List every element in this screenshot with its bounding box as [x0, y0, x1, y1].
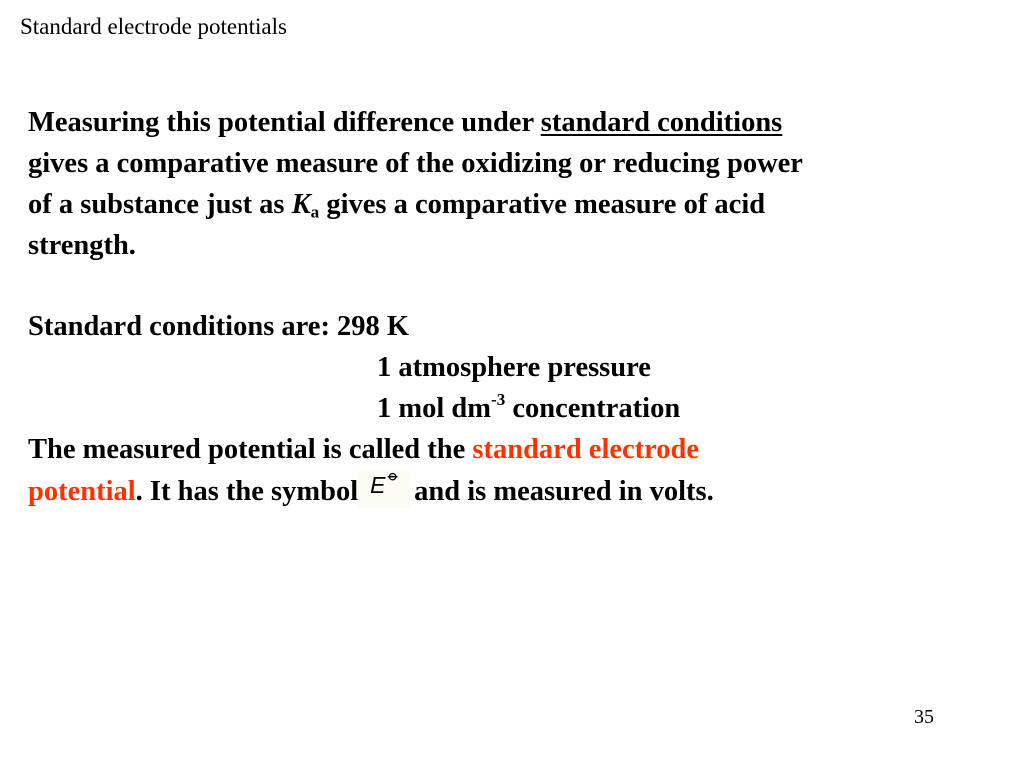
concentration-superscript: -3 [491, 390, 506, 410]
concentration-post: concentration [505, 393, 681, 424]
conditions-concentration-line [28, 388, 714, 429]
concentration-pre: 1 mol dm [377, 393, 491, 424]
page-number: 35 [914, 706, 934, 728]
para1-line-4: strength. [28, 230, 136, 261]
potential-highlight: potential [28, 476, 136, 507]
conditions-temperature-line: Standard conditions are: 298 K [28, 311, 410, 342]
standard-potential-symbol-image [358, 465, 410, 508]
para1-line-1-text: Measuring this potential difference under [28, 107, 541, 138]
volts-sentence: and is measured in volts. [414, 476, 714, 507]
para1-line-3-pre: of a substance just as [28, 189, 292, 220]
slide-title: Standard electrode potentials [20, 14, 287, 39]
para1-line-3 [28, 184, 803, 225]
plimsoll-icon: ⦵ [386, 465, 400, 484]
para1-line-1 [28, 102, 803, 143]
standard-conditions-underlined: standard conditions [540, 107, 783, 138]
symbol-e-letter: E [370, 472, 386, 498]
para1-line-3-post: gives a comparative measure of acid [319, 189, 766, 220]
paragraph-standard-conditions-intro [28, 102, 803, 266]
standard-electrode-highlight: standard electrode [472, 434, 700, 465]
conditions-pressure-line: 1 atmosphere pressure [377, 352, 651, 383]
para1-line-2: gives a comparative measure of the oxidizing or reducing power [28, 148, 803, 179]
ka-subscript-a: a [310, 202, 320, 222]
measured-potential-pre: The measured potential is called the [28, 434, 473, 465]
symbol-sentence: . It has the symbol [135, 476, 359, 507]
ka-symbol-k: K [291, 189, 311, 220]
measured-potential-line-2 [28, 465, 714, 511]
measured-potential-line-1 [28, 429, 714, 470]
paragraph-standard-conditions-list [28, 306, 714, 511]
